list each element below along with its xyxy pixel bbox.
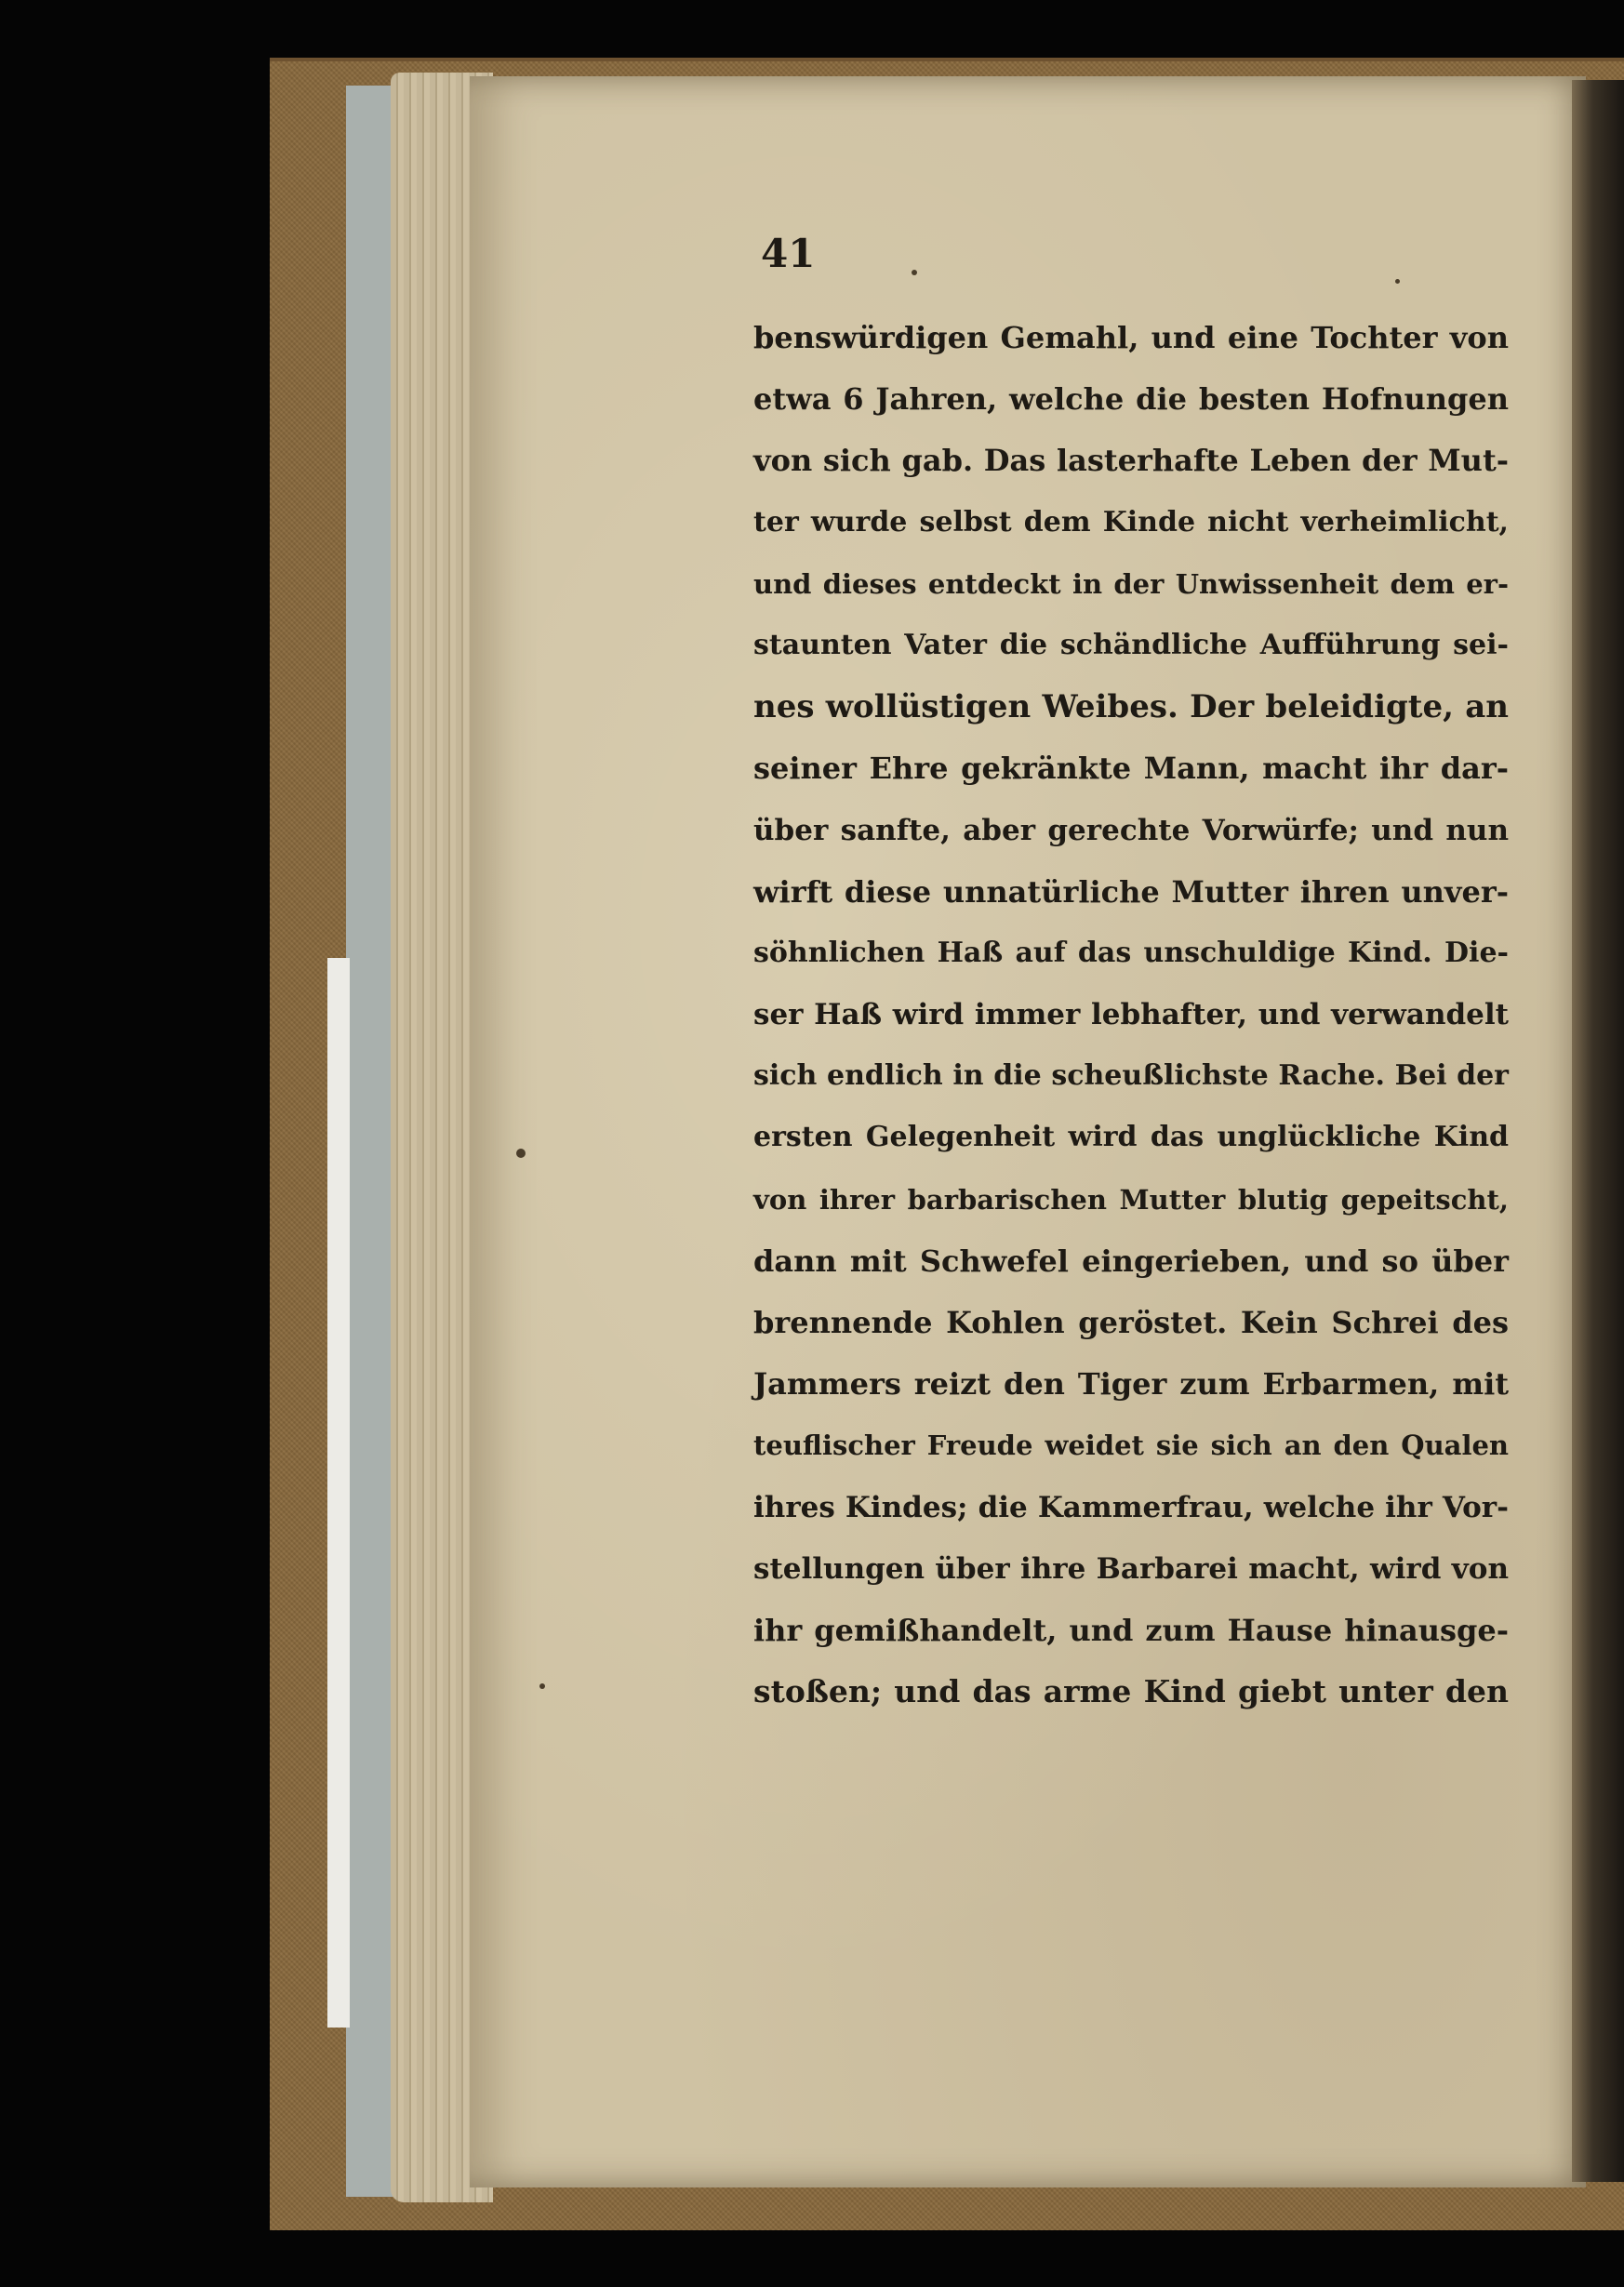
text-line: Jammers reizt den Tiger zum Erbarmen, mit: [753, 1366, 1509, 1403]
text-line: sich endlich in die scheußlichste Rache. Bei der: [753, 1059, 1509, 1093]
text-line: und dieses entdeckt in der Unwissenheit dem er-: [753, 567, 1509, 600]
text-line: über sanfte, aber gerechte Vorwürfe; und nun: [753, 813, 1509, 847]
paper-speck: [1395, 279, 1400, 284]
text-line: benswürdigen Gemahl, und eine Tochter von: [753, 320, 1509, 355]
text-line: von sich gab. Das lasterhafte Leben der Mut-: [753, 443, 1509, 479]
text-line: ersten Gelegenheit wird das unglückliche Kind: [753, 1121, 1509, 1154]
paper-speck: [516, 1149, 526, 1158]
body-text: [753, 307, 1509, 1722]
text-line: ihr gemißhandelt, und zum Hause hinausge-: [753, 1612, 1509, 1648]
page-number: 41: [761, 231, 816, 276]
flyleaf-white-strip: [327, 958, 350, 2028]
text-line: nes wollüstigen Weibes. Der beleidigte, an: [753, 688, 1509, 726]
text-line: staunten Vater die schändliche Aufführung sei-: [753, 628, 1509, 661]
text-line: stellungen über ihre Barbarei macht, wird von: [753, 1551, 1509, 1586]
text-line: stoßen; und das arme Kind giebt unter den: [753, 1673, 1509, 1710]
page-gutter: [1572, 80, 1624, 2182]
text-line: ser Haß wird immer lebhafter, und verwandelt: [753, 998, 1509, 1032]
text-line: ter wurde selbst dem Kinde nicht verheimlicht,: [753, 505, 1509, 539]
text-line: dann mit Schwefel eingerieben, und so über: [753, 1243, 1509, 1279]
text-line: seiner Ehre gekränkte Mann, macht ihr dar-: [753, 751, 1509, 787]
text-line: söhnlichen Haß auf das unschuldige Kind. Die-: [753, 936, 1509, 969]
text-line: brennende Kohlen geröstet. Kein Schrei des: [753, 1305, 1509, 1340]
paper-speck: [912, 270, 917, 275]
text-line: etwa 6 Jahren, welche die besten Hofnungen: [753, 381, 1509, 418]
text-line: von ihrer barbarischen Mutter blutig gepeitscht,: [753, 1183, 1509, 1216]
paper-speck: [539, 1683, 545, 1689]
text-line: wirft diese unnatürliche Mutter ihren unver-: [753, 873, 1509, 910]
text-line: teuflischer Freude weidet sie sich an den Qualen: [753, 1429, 1509, 1462]
text-line: ihres Kindes; die Kammerfrau, welche ihr Vor-: [753, 1490, 1509, 1524]
